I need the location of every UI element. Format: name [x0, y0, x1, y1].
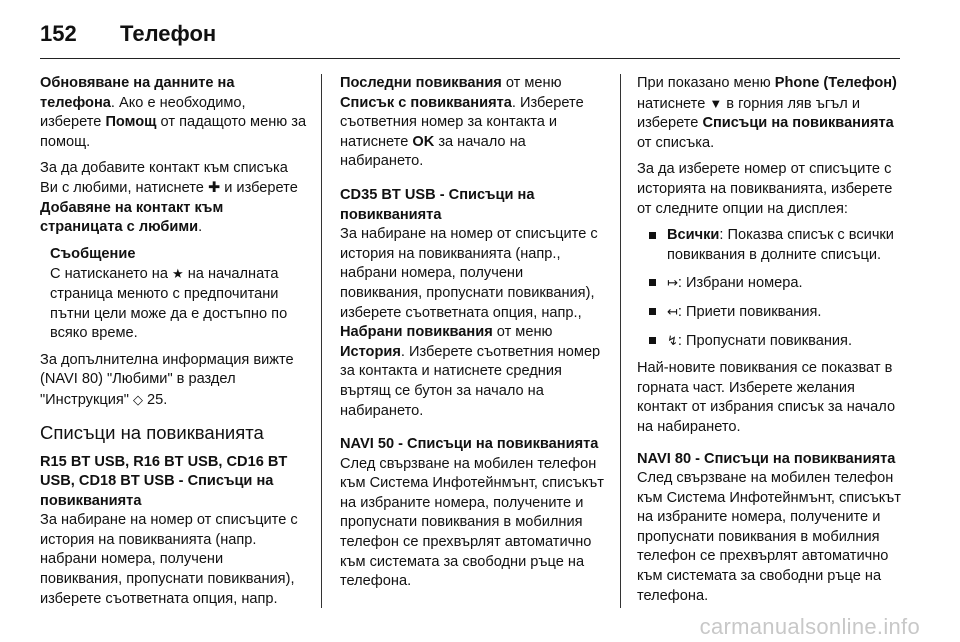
- bold-term: Списък с повикванията: [340, 94, 512, 111]
- subsection-heading: CD35 BT USB - Списъци на повикванията: [340, 186, 535, 223]
- triangle-down-icon: ▼: [709, 95, 723, 111]
- column-divider: [620, 74, 621, 608]
- page-header: [40, 14, 900, 54]
- bold-term: Помощ: [105, 114, 157, 131]
- page-reference-icon: ◇: [133, 391, 143, 407]
- paragraph: За набиране на номер от списъците с история на повикванията (напр., набрани номера, получени повиквания, пропуснати повиквания), изберете съответната опция, напр., Набрани повиквания от меню История. Изберете съответния номер за контакта и натиснете средния въртящ се бутон за начало на набирането.: [340, 226, 601, 419]
- missed-call-icon: ↯: [667, 332, 678, 348]
- bold-term: Phone (Телефон): [774, 75, 897, 91]
- page-title: Телефон: [120, 21, 217, 46]
- plus-icon: ✚: [207, 179, 221, 196]
- bold-term: Набрани повиквания: [340, 324, 493, 341]
- star-icon: ★: [172, 266, 184, 282]
- dialed-call-icon: ↦: [667, 275, 678, 291]
- page-number: 152: [40, 21, 77, 46]
- subsection-heading: R15 BT USB, R16 BT USB, CD16 BT USB, CD18 BT USB - Списъци на повикванията: [40, 453, 288, 509]
- note-text: С натискането на ★ на началната страница менюто с предпочитани пътни цели може да е достъпно по всяко време.: [50, 266, 288, 342]
- paragraph: Най-новите повиквания се показват в горната част. Изберете желания контакт от избрания списък за начало на набирането.: [637, 360, 896, 435]
- bold-term: Последни повиквания: [340, 75, 502, 91]
- paragraph: При показано меню Phone (Телефон) натиснете ▼ в горния ляв ъгъл и изберете Списъци на повикванията от списъка.: [637, 75, 897, 151]
- column-3: [637, 74, 905, 613]
- subsection-heading: NAVI 50 - Списъци на повикванията: [340, 436, 599, 453]
- paragraph: За да изберете номер от списъците с историята на повикванията, изберете от следните опции на дисплея:: [637, 161, 893, 217]
- subsection-heading: NAVI 80 - Списъци на повикванията: [637, 450, 896, 467]
- option-list: [637, 226, 905, 351]
- bold-term: Списъци на повикванията: [702, 115, 894, 132]
- received-call-icon: ↤: [667, 303, 678, 319]
- header-rule: [40, 58, 900, 59]
- bold-term: OK: [412, 133, 435, 150]
- note-title: Съобщение: [50, 245, 136, 262]
- note-box: [50, 245, 308, 344]
- section-heading: Списъци на повикванията: [40, 421, 264, 443]
- paragraph: Последни повиквания от меню Списък с повикванията. Изберете съответния номер за контакта и натиснете OK за начало на набирането.: [340, 75, 584, 170]
- paragraph: След свързване на мобилен телефон към Система Инфотейнмънт, списъкът на избраните номера, получените и пропуснати повиквания в мобилния телефон се прехвърлят автоматично към системата за свободни ръце на телефона.: [340, 455, 604, 590]
- bold-term: История: [340, 343, 401, 360]
- paragraph: За набиране на номер от списъците с история на повикванията (напр. набрани номера, получени повиквания, пропуснати повиквания), изберете съответната опция, напр.: [40, 512, 298, 607]
- bold-term: Добавяне на контакт към страницата с любими: [40, 199, 224, 236]
- list-item: ↦: Избрани номера.: [637, 273, 905, 294]
- list-item: ↯: Пропуснати повиквания.: [637, 331, 905, 352]
- bold-term: Обновяване на данните на телефона: [40, 75, 235, 111]
- list-item: ↤: Приети повиквания.: [637, 302, 905, 323]
- column-divider: [321, 74, 322, 608]
- column-2: [340, 74, 608, 599]
- paragraph: За да добавите контакт към списъка Ви с любими, натиснете ✚ и изберете Добавяне на контакт към страницата с любими.: [40, 160, 298, 236]
- paragraph: За допълнителна информация вижте (NAVI 80) "Любими" в раздел "Инструкция" ◇ 25.: [40, 351, 294, 408]
- list-item: Всички: Показва списък с всички повиквания в долните списъци.: [637, 226, 905, 265]
- paragraph: След свързване на мобилен телефон към Система Инфотейнмънт, списъкът на избраните номера, получените и пропуснати повиквания в мобилния телефон се прехвърлят автоматично към системата за свободни ръце на телефона.: [637, 470, 901, 604]
- watermark: carmanualsonline.info: [699, 614, 920, 639]
- column-1: [40, 74, 308, 616]
- paragraph: Обновяване на данните на телефона. Ако е необходимо, изберете Помощ от падащото меню за помощ.: [40, 75, 307, 150]
